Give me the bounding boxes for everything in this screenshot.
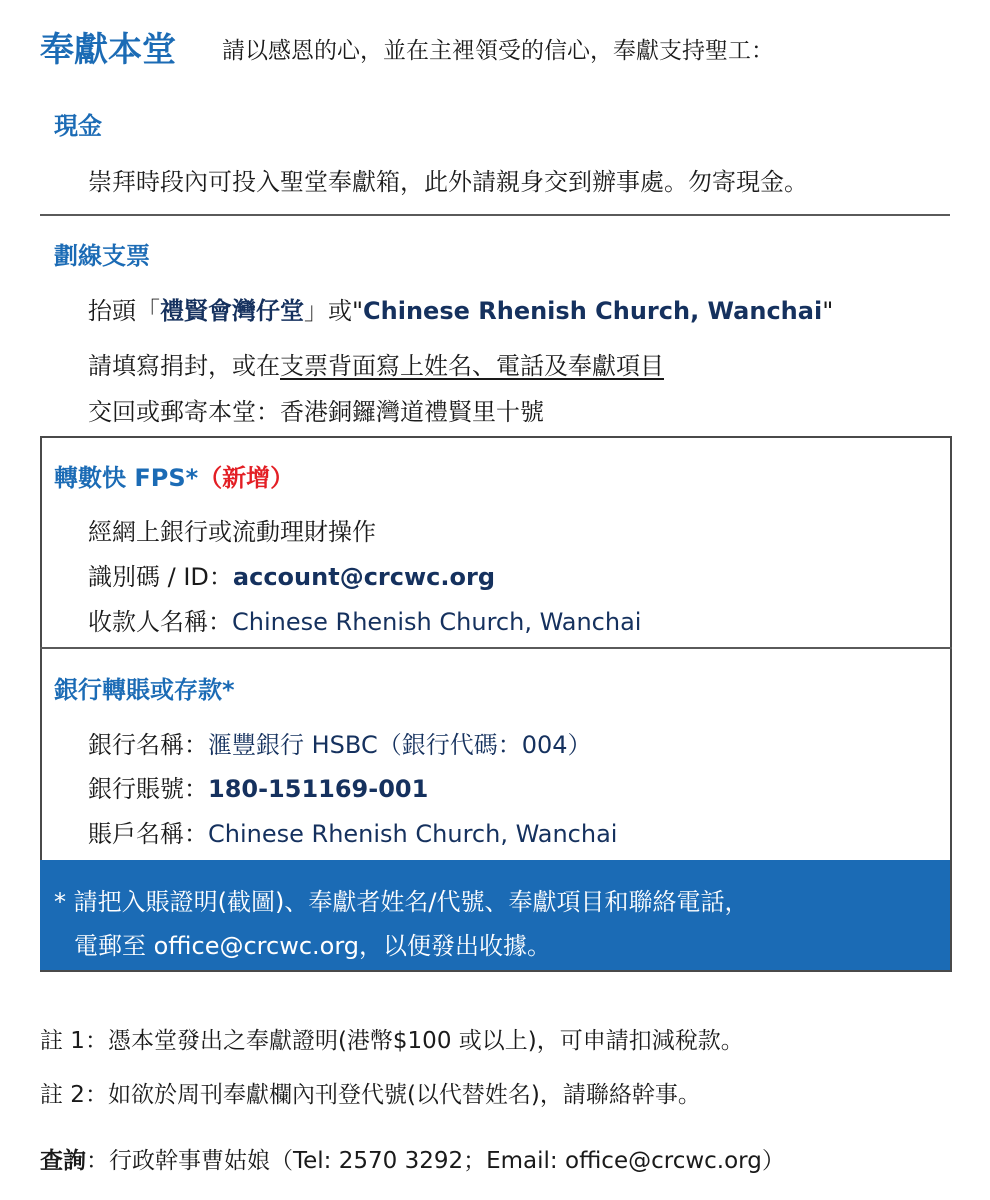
bank-heading: 銀行轉賬或存款* — [54, 676, 235, 704]
cheque-fill-prefix: 請填寫捐封，或在 — [88, 352, 280, 380]
cheque-mail-address: 交回或郵寄本堂：香港銅鑼灣道禮賢里十號 — [88, 398, 544, 426]
fps-payee-value: Chinese Rhenish Church, Wanchai — [232, 608, 642, 636]
cash-heading: 現金 — [54, 112, 102, 140]
cheque-payee-zh: 禮賢會灣仔堂 — [160, 297, 304, 325]
cheque-payee-mid: 」或" — [304, 297, 364, 325]
fps-line1: 經網上銀行或流動理財操作 — [88, 518, 376, 546]
fps-id-value: account@crcwc.org — [232, 563, 495, 591]
cheque-payee-suffix: " — [822, 297, 834, 325]
bank-holder-label: 賬戶名稱： — [88, 820, 208, 848]
bank-account-label: 銀行賬號： — [88, 775, 208, 803]
fps-id — [88, 557, 495, 592]
bank-holder — [88, 814, 617, 849]
cheque-fill-instruction — [88, 346, 664, 381]
bank-name-label: 銀行名稱： — [88, 731, 208, 759]
note-1: 註 1：憑本堂發出之奉獻證明(港幣$100 或以上)，可申請扣減稅款。 — [40, 1028, 744, 1054]
footnote-line2: 電郵至 office@crcwc.org，以便發出收據。 — [74, 932, 552, 960]
cheque-heading: 劃線支票 — [54, 242, 150, 270]
cheque-payee-prefix: 抬頭「 — [88, 297, 160, 325]
section-divider — [40, 214, 950, 216]
enquiry-text: ：行政幹事曹姑娘（Tel: 2570 3292；Email: office@crcwc.org） — [86, 1148, 785, 1174]
bank-name-value: 滙豐銀行 HSBC（銀行代碼：004） — [208, 731, 592, 759]
cheque-payee-en: Chinese Rhenish Church, Wanchai — [363, 297, 823, 325]
enquiry — [40, 1142, 785, 1175]
fps-heading — [54, 458, 294, 493]
cheque-payee — [88, 291, 833, 326]
bank-account — [88, 769, 428, 804]
note-2: 註 2：如欲於周刊奉獻欄內刊登代號(以代替姓名)，請聯絡幹事。 — [40, 1082, 701, 1108]
footnote-line1: * 請把入賬證明(截圖)、奉獻者姓名/代號、奉獻項目和聯絡電話， — [54, 888, 749, 916]
fps-payee — [88, 602, 641, 637]
fps-new-tag: （新增） — [198, 464, 295, 492]
fps-id-label: 識別碼 / ID： — [88, 563, 233, 591]
bank-holder-value: Chinese Rhenish Church, Wanchai — [208, 820, 618, 848]
cash-text: 崇拜時段內可投入聖堂奉獻箱，此外請親身交到辦事處。勿寄現金。 — [88, 168, 808, 196]
footnote-bar — [40, 860, 950, 970]
fps-heading-text: 轉數快 FPS* — [54, 464, 199, 492]
enquiry-label: 查詢 — [40, 1148, 86, 1174]
bank-name — [88, 725, 592, 760]
page-subtitle: 請以感恩的心，並在主裡領受的信心，奉獻支持聖工： — [222, 38, 774, 64]
cheque-fill-underlined: 支票背面寫上姓名、電話及奉獻項目 — [280, 352, 664, 380]
box-divider — [40, 647, 952, 649]
page-title: 奉獻本堂 — [40, 30, 176, 70]
fps-payee-label: 收款人名稱： — [88, 608, 232, 636]
bank-account-value: 180-151169-001 — [208, 775, 429, 803]
